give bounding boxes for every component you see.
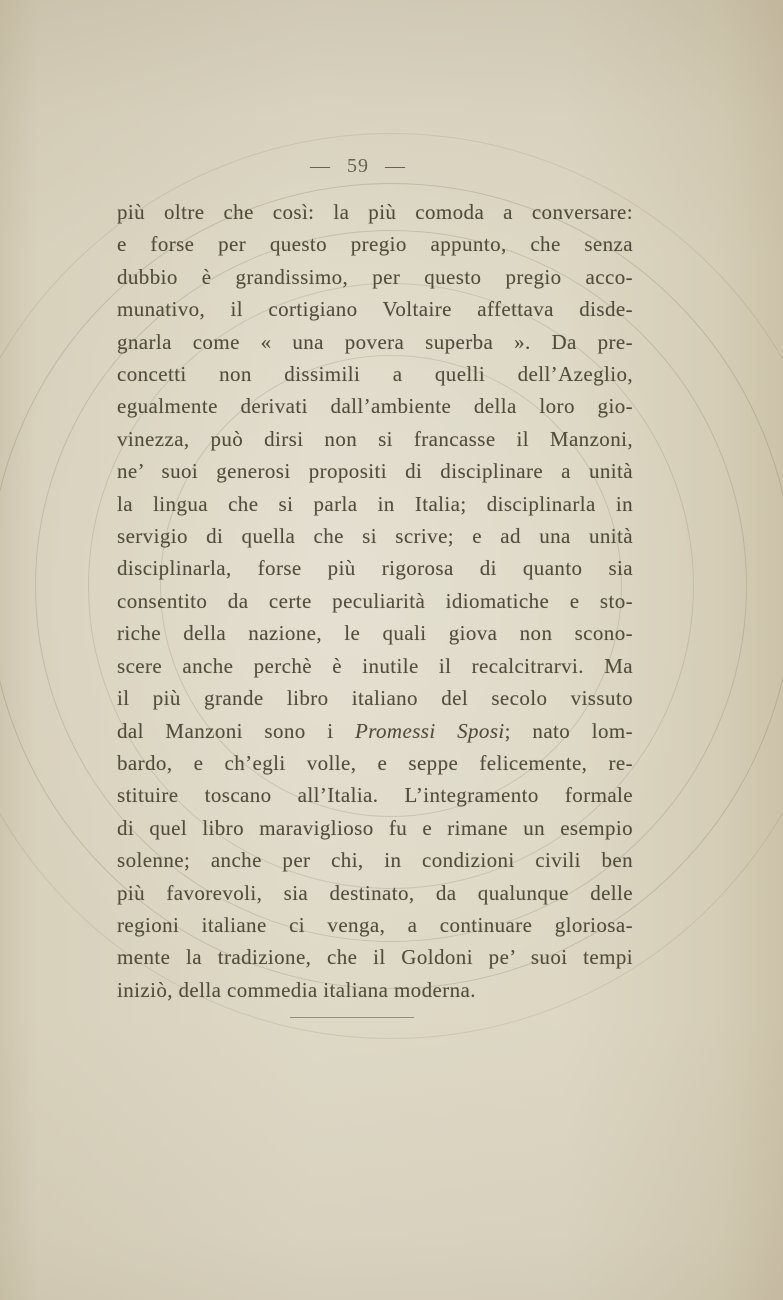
text-segment: regioni italiane ci venga, a continuare gloriosa- <box>117 912 633 937</box>
text-segment: scere anche perchè è inutile il recalcitrarvi. Ma <box>117 653 633 678</box>
text-line <box>117 844 633 876</box>
text-line <box>117 390 633 422</box>
text-line <box>117 682 633 714</box>
text-segment: dal Manzoni sono i <box>117 718 355 743</box>
text-segment: ; nato lom- <box>504 718 633 743</box>
text-segment: concetti non dissimili a quelli dell’Azeglio, <box>117 362 633 387</box>
text-segment: di quel libro maraviglioso fu e rimane un esempio <box>117 815 633 840</box>
text-segment: bardo, e ch’egli volle, e seppe felicemente, re- <box>117 750 633 775</box>
text-segment: consentito da certe peculiarità idiomatiche e sto- <box>117 588 633 613</box>
text-segment: solenne; anche per chi, in condizioni civili ben <box>117 848 633 873</box>
text-segment: disciplinarla, forse più rigorosa di quanto sia <box>117 556 633 581</box>
text-segment: il più grande libro italiano del secolo vissuto <box>117 686 633 711</box>
text-line <box>117 488 633 520</box>
page-number: — 59 — <box>310 155 406 177</box>
text-segment: ne’ suoi generosi propositi di disciplinare a unità <box>117 459 633 484</box>
text-line <box>117 747 633 779</box>
text-segment: egualmente derivati dall’ambiente della loro gio- <box>117 394 633 419</box>
book-title-italic: Promessi Sposi <box>355 718 505 743</box>
text-line <box>117 326 633 358</box>
text-segment: più favorevoli, sia destinato, da qualunque delle <box>117 880 633 905</box>
text-segment: dubbio è grandissimo, per questo pregio acco- <box>117 264 633 289</box>
text-segment: munativo, il cortigiano Voltaire affettava disde- <box>117 297 633 322</box>
text-line <box>117 520 633 552</box>
text-line <box>117 455 633 487</box>
text-segment: più oltre che così: la più comoda a conversare: <box>117 200 633 224</box>
text-line <box>117 812 633 844</box>
text-segment: vinezza, può dirsi non si francasse il Manzoni, <box>117 426 633 451</box>
text-line <box>117 715 633 747</box>
text-line <box>117 877 633 909</box>
text-line <box>117 941 633 973</box>
text-line <box>117 585 633 617</box>
text-segment: la lingua che si parla in Italia; disciplinarla in <box>117 491 633 516</box>
text-line <box>117 228 633 260</box>
text-line <box>117 974 633 1006</box>
text-line <box>117 196 633 228</box>
text-line <box>117 293 633 325</box>
text-segment: gnarla come « una povera superba ». Da pre- <box>117 329 633 354</box>
text-segment: riche della nazione, le quali giova non scono- <box>117 621 633 646</box>
text-line <box>117 650 633 682</box>
text-segment: iniziò, della commedia italiana moderna. <box>117 977 476 1002</box>
text-line <box>117 261 633 293</box>
text-segment: stituire toscano all’Italia. L’integramento formale <box>117 783 633 808</box>
text-segment: mente la tradizione, che il Goldoni pe’ suoi tempi <box>117 945 633 970</box>
text-segment: e forse per questo pregio appunto, che senza <box>117 232 633 257</box>
text-line <box>117 358 633 390</box>
body-text <box>117 196 633 1006</box>
text-line <box>117 552 633 584</box>
text-line <box>117 423 633 455</box>
text-line <box>117 909 633 941</box>
text-line <box>117 779 633 811</box>
text-line <box>117 617 633 649</box>
end-of-chapter-divider <box>290 1017 414 1018</box>
text-segment: servigio di quella che si scrive; e ad una unità <box>117 524 633 549</box>
